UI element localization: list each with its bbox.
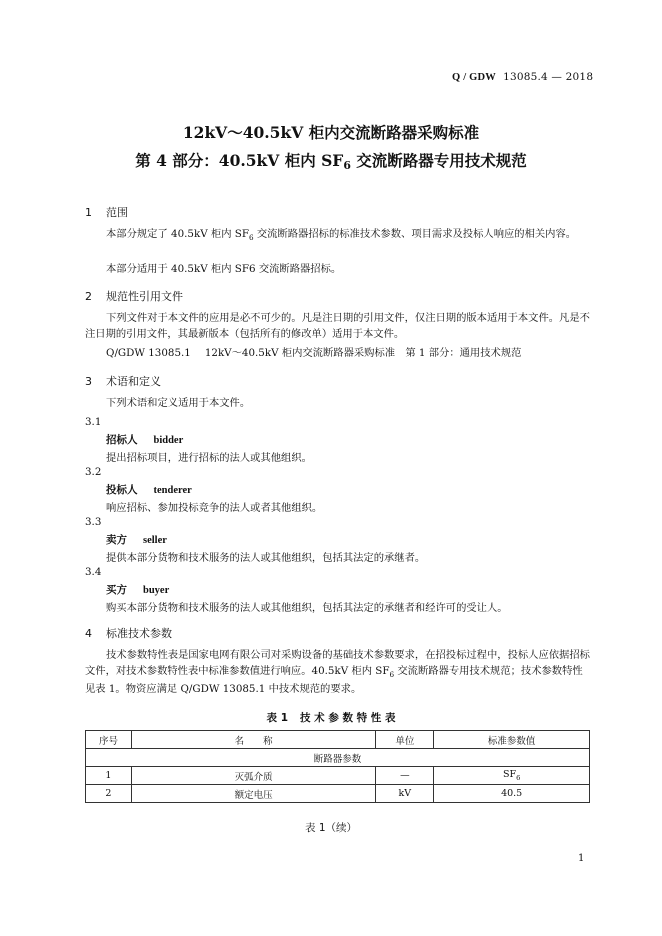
cell-unit: kV [376,785,434,803]
table-header-row [86,731,590,749]
section-4-heading: 4 标准技术参数 [85,627,172,640]
section-1-heading: 1 范围 [85,206,128,219]
term-heading: 买方 buyer [106,584,170,596]
header-unit: 单位 [376,731,434,749]
term-number: 3.3 [85,516,102,528]
section-2-heading: 2 规范性引用文件 [85,290,183,303]
parameter-table [85,730,590,803]
cell-name: 灭弧介质 [131,767,375,785]
table-continued-caption: 表 1（续） [304,822,358,834]
term-heading: 招标人 bidder [106,434,184,446]
section-4-paragraph-1: 技术参数特性表是国家电网有限公司对采购设备的基础技术参数要求，在招投标过程中，投标人应依据招标文件，对技术参数特性表中标准参数值进行响应。40.5kV 柜内 $SF_6$ 交流断路器专用技术规范；技术参数特性见表 1。物资应满足 Q/GDW 13085.1 中技术规范的要求。 [85,649,590,695]
cell-unit: — [376,767,434,785]
term-number: 3.2 [85,466,102,478]
term-number: 3.1 [85,416,102,428]
section-1-paragraph-2: 本部分适用于 40.5kV 柜内 SF6 交流断路器招标。 [106,263,342,275]
table-group-row [86,749,590,767]
cell-name: 额定电压 [131,785,375,803]
term-number: 3.4 [85,566,102,578]
section-3-heading: 3 术语和定义 [85,375,161,388]
term-heading: 卖方 seller [106,534,167,546]
header-value: 标准参数值 [434,731,590,749]
page-number: 1 [578,853,585,864]
section-2-paragraph-1: 下列文件对于本文件的应用是必不可少的。凡是注日期的引用文件，仅注日期的版本适用于本文件。凡是不注日期的引用文件，其最新版本（包括所有的修改单）适用于本文件。 [85,312,590,340]
cell-value: 40.5 [434,785,590,803]
page-subtitle: 第 4 部分：40.5kV 柜内 $SF_6$ 交流断路器专用技术规范 [135,151,527,172]
group-label: 断路器参数 [86,749,590,767]
term-heading: 投标人 tenderer [106,484,192,496]
term-definition: 提出招标项目，进行招标的法人或其他组织。 [106,452,312,464]
normative-reference: Q/GDW 13085.1 12kV～40.5kV 柜内交流断路器采购标准 第 1 部分：通用技术规范 [106,347,522,359]
term-definition: 响应招标、参加投标竞争的法人或者其他组织。 [106,502,323,514]
cell-no: 2 [86,785,132,803]
term-definition: 提供本部分货物和技术服务的法人或其他组织，包括其法定的承继者。 [106,552,426,564]
table-row [86,785,590,803]
cell-no: 1 [86,767,132,785]
header-no: 序号 [86,731,132,749]
section-1-paragraph-1: 本部分规定了 40.5kV 柜内 $SF_6$ 交流断路器招标的标准技术参数、项目需求及投标人响应的相关内容。 [106,228,577,242]
section-3-intro: 下列术语和定义适用于本文件。 [106,397,251,409]
standard-code: Q / GDW 13085.4 — 2018 [452,71,594,83]
term-definition: 购买本部分货物和技术服务的法人或其他组织，包括其法定的承继者和经许可的受让人。 [106,602,508,614]
table-caption: 表 1 技 术 参 数 特 性 表 [266,712,396,724]
page-title: 12kV～40.5kV 柜内交流断路器采购标准 [182,123,480,142]
header-name: 名 称 [131,731,375,749]
cell-value: $SF_6$ [434,767,590,785]
table-row [86,767,590,785]
